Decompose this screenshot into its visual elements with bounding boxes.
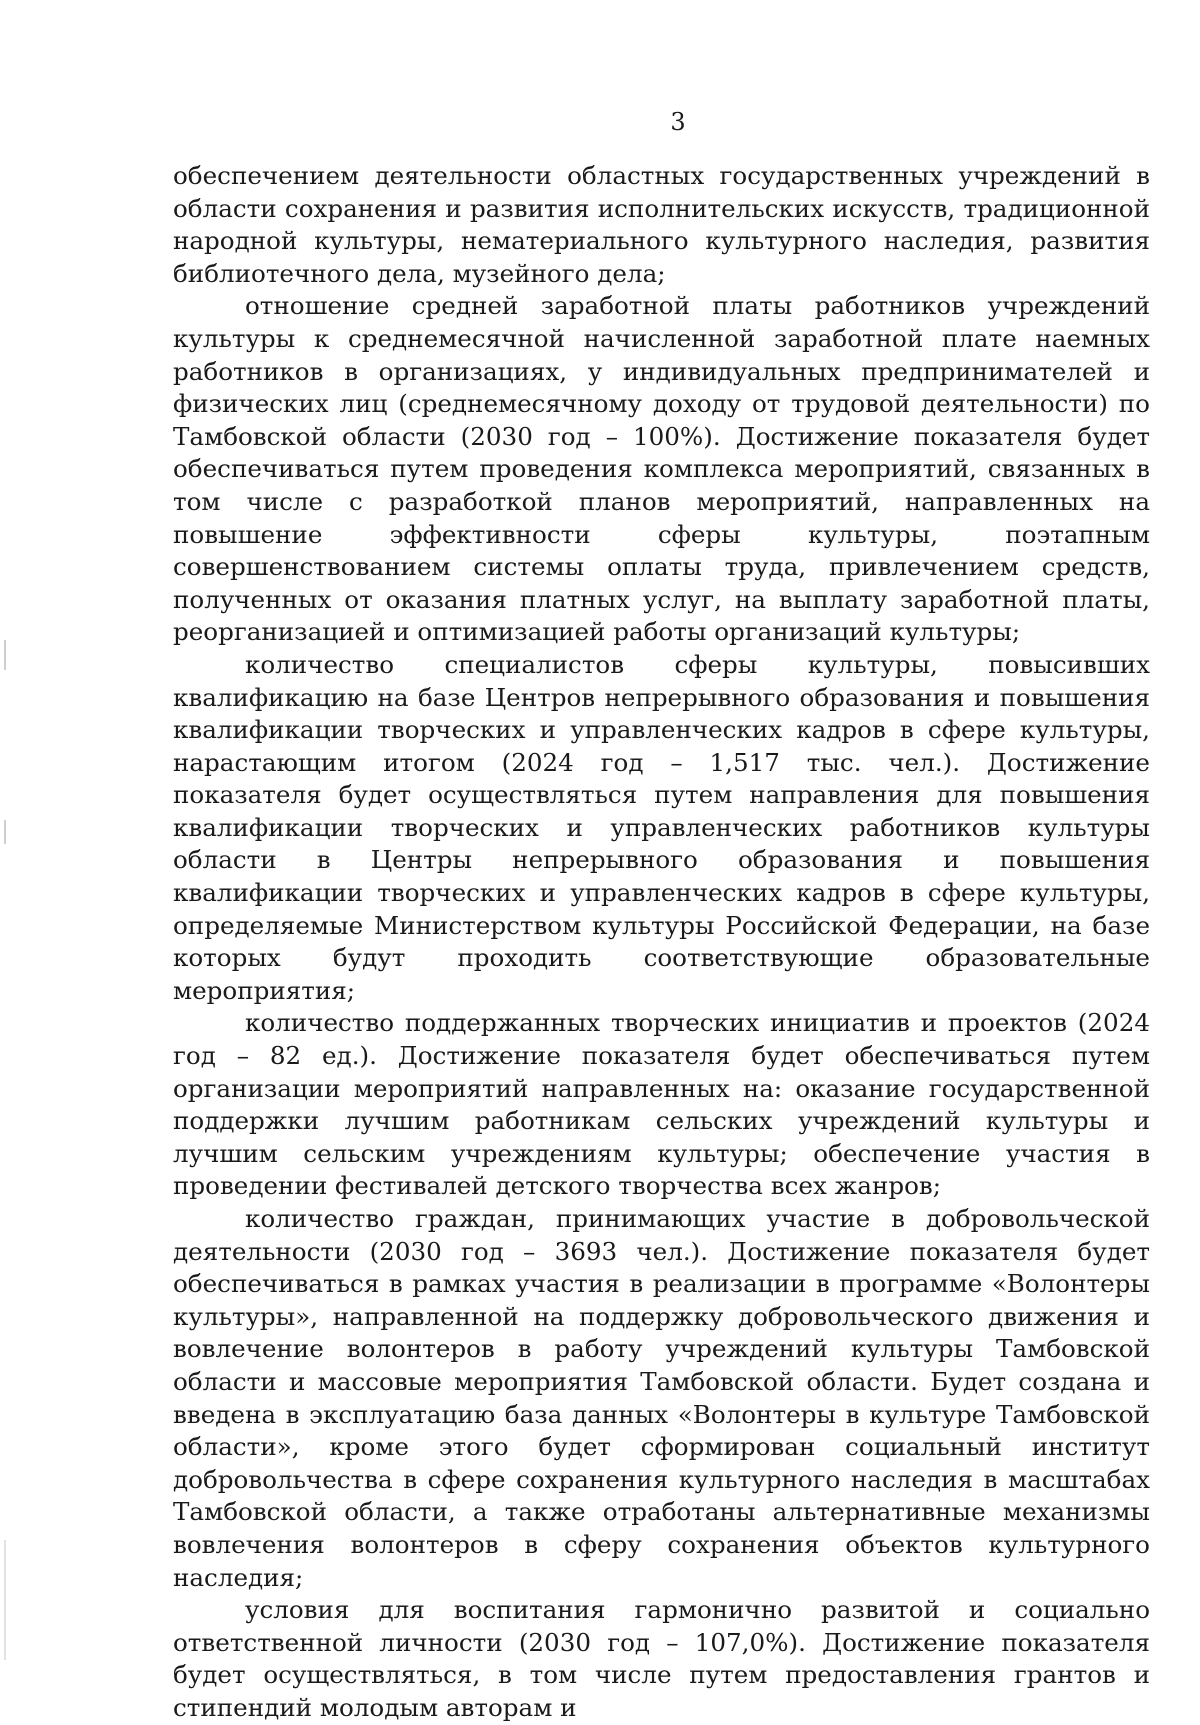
body-text — [173, 160, 1150, 1725]
scan-artifact — [4, 820, 6, 844]
paragraph-upbringing-conditions: условия для воспитания гармонично развитой и социально ответственной личности (2030 год – 107,0%). Достижение показателя будет осуществляться, в том числе путем предоставления грантов и стипендий молодым авторам и — [173, 1595, 1150, 1722]
paragraph-specialists-training: количество специалистов сферы культуры, повысивших квалификацию на базе Центров непрерывного образования и повышения квалификации творческих и управленческих кадров в сфере культуры, нарастающим итогом (2024 год – 1,517 тыс. чел.). Достижение показателя будет осуществляться путем направления для повышения квалификации творческих и управленческих работников культуры области в Центры непрерывного образования и повышения квалификации творческих и управленческих кадров в сфере культуры, определяемые Министерством культуры Российской Федерации, на базе которых будут проходить соответствующие образовательные мероприятия; — [173, 649, 1150, 1005]
paragraph-salary-ratio: отношение средней заработной платы работников учреждений культуры к среднемесячной начисленной заработной плате наемных работников в организациях, у индивидуальных предпринимателей и физических лиц (среднемесячному доходу от трудовой деятельности) по Тамбовской области (2030 год – 100%). Достижение показателя будет обеспечиваться путем проведения комплекса мероприятий, связанных в том числе с разработкой планов мероприятий, направленных на повышение эффективности сферы культуры, поэтапным совершенствованием системы оплаты труда, привлечением средств, полученных от оказания платных услуг, на выплату заработной платы, реорганизацией и оптимизацией работы организаций культуры; — [173, 291, 1150, 647]
page-number: 3 — [670, 108, 686, 136]
paragraph-continuation: обеспечением деятельности областных государственных учреждений в области сохранения и развития исполнительских искусств, традиционной народной культуры, нематериального культурного наследия, развития библиотечного дела, музейного дела; — [173, 161, 1150, 288]
paragraph-volunteers: количество граждан, принимающих участие в добровольческой деятельности (2030 год – 3693 чел.). Достижение показателя будет обеспечиваться в рамках участия в реализации в программе «Волонтеры культуры», направленной на поддержку добровольческого движения и вовлечение волонтеров в работу учреждений культуры Тамбовской области и массовые мероприятия Тамбовской области. Будет создана и введена в эксплуатацию база данных «Волонтеры в культуре Тамбовской области», кроме этого будет сформирован социальный институт добровольчества в сфере сохранения культурного наследия в масштабах Тамбовской области, а также отработаны альтернативные механизмы вовлечения волонтеров в сферу сохранения объектов культурного наследия; — [173, 1204, 1150, 1592]
scan-artifact — [4, 1540, 6, 1660]
scan-artifact — [4, 640, 6, 670]
paragraph-creative-initiatives: количество поддержанных творческих инициатив и проектов (2024 год – 82 ед.). Достижение показателя будет обеспечиваться путем организации мероприятий направленных на: оказание государственной поддержки лучшим работникам сельских учреждений культуры и лучшим сельским учреждениям культуры; обеспечение участия в проведении фестивалей детского творчества всех жанров; — [173, 1008, 1150, 1201]
